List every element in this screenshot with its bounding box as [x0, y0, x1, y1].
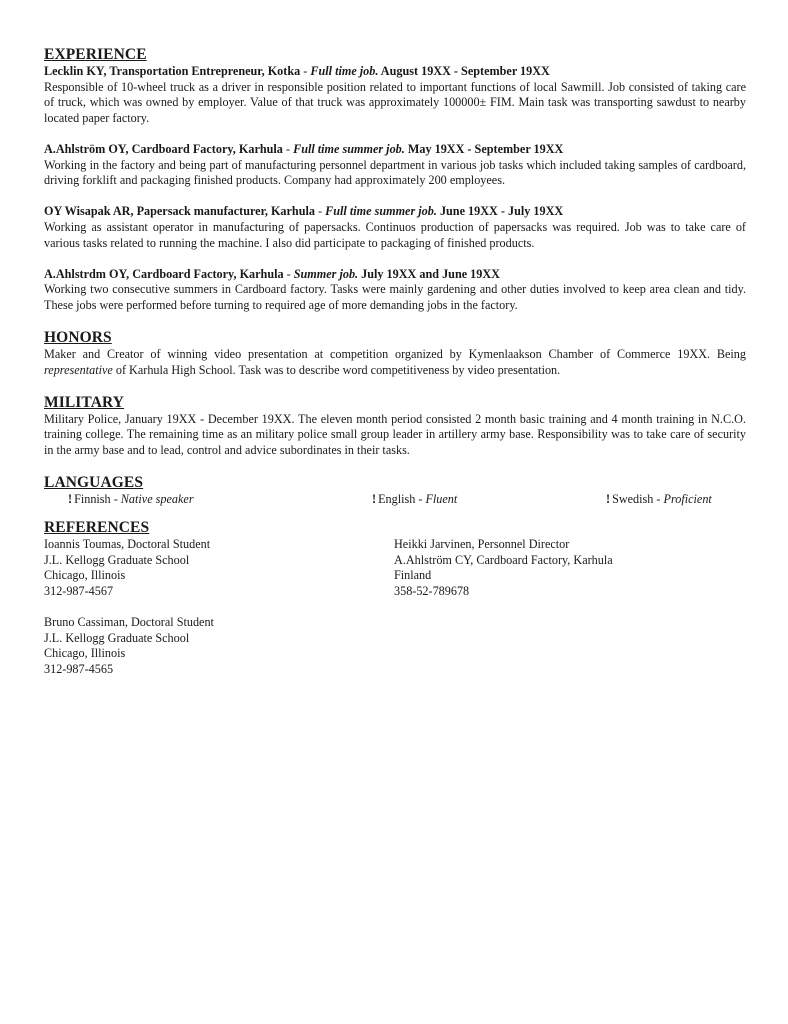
job-dates: May 19XX - September 19XX	[407, 141, 564, 156]
job-entry: OY Wisapak AR, Papersack manufacturer, Karhula - Full time summer job. June 19XX - July 19XX Working as assistant operator in manufacturing of papersacks. Continuos production of papersacks was required. Job was to take care of various tasks related to running the machine. I also did participate to packaging of finished products.	[44, 204, 746, 250]
reference-name: Ioannis Toumas, Doctoral Student	[44, 537, 211, 552]
reference-phone: 312-987-4567	[44, 584, 114, 599]
job-description: Working two consecutive summers in Cardboard factory. Tasks were mainly gardening and other duties involved to keep area clean and tidy. These jobs were performed before turning to required age of more demanding jobs in the factory.	[44, 282, 746, 312]
reference-entry	[44, 615, 214, 677]
reference-name: Heikki Jarvinen, Personnel Director	[394, 537, 570, 552]
job-entry: A.Ahlstrdm OY, Cardboard Factory, Karhula - Summer job. July 19XX and June 19XX Working two consecutive summers in Cardboard factory. Tasks were mainly gardening and other duties involved to keep area clean and tidy. These jobs were performed before turning to required age of more demanding jobs in the factory.	[44, 266, 746, 312]
honors-text: Maker and Creator of winning video presentation at competition organized by Kymenlaakson Chamber of Commerce 19XX. Being representative of Karhula High School. Task was to describe word competitiveness by video presentation.	[44, 347, 746, 377]
reference-place: Chicago, Illinois	[44, 568, 126, 583]
bullet-icon: !	[372, 492, 377, 507]
experience-section	[44, 46, 746, 314]
language-item: ! Finnish - Native speaker	[68, 492, 194, 507]
military-heading: MILITARY	[44, 393, 125, 411]
reference-org: A.Ahlström CY, Cardboard Factory, Karhula	[394, 552, 613, 567]
reference-place: Finland	[394, 568, 432, 583]
reference-entry	[44, 537, 210, 599]
references-list	[44, 537, 746, 697]
bullet-icon: !	[68, 492, 73, 507]
reference-org: J.L. Kellogg Graduate School	[44, 552, 190, 567]
job-dates: July 19XX and June 19XX	[361, 266, 500, 281]
language-item: ! English - Fluent	[372, 492, 458, 507]
honors-section	[44, 329, 746, 378]
job-description: Working in the factory and being part of manufacturing personnel department in various job tasks which included taking samples of cardboard, driving forklift and packaging finished products. Company had approximately 200 employees.	[44, 157, 746, 188]
resume-page	[44, 46, 746, 697]
job-org: A.Ahlstrdm OY, Cardboard Factory, Karhula	[44, 266, 284, 281]
reference-org: J.L. Kellogg Graduate School	[44, 630, 190, 645]
job-type: Full time summer job.	[325, 204, 437, 219]
job-description: Working as assistant operator in manufacturing of papersacks. Continuos production of papersacks was required. Job was to take care of various tasks related to running the machine. I also did participate to packaging of finished products.	[44, 219, 746, 250]
job-dates: June 19XX - July 19XX	[439, 204, 564, 219]
honors-heading: HONORS	[44, 329, 112, 347]
job-type: Full time summer job.	[293, 141, 405, 156]
job-org: OY Wisapak AR, Papersack manufacturer, Karhula	[44, 204, 315, 219]
job-org: A.Ahlström OY, Cardboard Factory, Karhula	[44, 141, 283, 156]
job-description: Responsible of 10-wheel truck as a driver in responsible position related to important functions of local Sawmill. Job consisted of taking care of truck, which was owned by employer. Value of that truck was approximately 100000± FIM. Main task was transporting sawdust to nearby located paper factory.	[44, 79, 746, 125]
military-text: Military Police, January 19XX - December 19XX. The eleven month period consisted 2 month basic training and 4 month training in N.C.O. training college. The remaining time as an military police small group leader in artillery army base. Responsibility was to take care of security in the army base and to lead, control and advice subordinates in their tasks.	[44, 411, 746, 458]
job-entry: A.Ahlström OY, Cardboard Factory, Karhula - Full time summer job. May 19XX - September 19XX Working in the factory and being part of manufacturing personnel department in various job tasks which included taking samples of cardboard, driving forklift and packaging finished products. Company had approximately 200 employees.	[44, 141, 746, 188]
languages-section	[44, 474, 746, 509]
job-entry: Lecklin KY, Transportation Entrepreneur, Kotka - Full time job. August 19XX - September 19XX Responsible of 10-wheel truck as a driver in responsible position related to important functions of local Sawmill. Job consisted of taking care of truck, which was owned by employer. Value of that truck was approximately 100000± FIM. Main task was transporting sawdust to nearby located paper factory.	[44, 64, 746, 125]
job-dates: August 19XX - September 19XX	[380, 64, 550, 78]
military-section	[44, 394, 746, 459]
job-org: Lecklin KY, Transportation Entrepreneur, Kotka	[44, 64, 301, 78]
languages-list	[44, 492, 746, 509]
references-heading: REFERENCES	[44, 519, 150, 537]
job-type: Summer job.	[293, 266, 359, 281]
job-type: Full time job.	[310, 64, 379, 78]
reference-phone: 312-987-4565	[44, 662, 114, 677]
references-section	[44, 519, 746, 697]
reference-entry	[394, 537, 613, 599]
reference-place: Chicago, Illinois	[44, 646, 126, 661]
experience-heading: EXPERIENCE	[44, 46, 147, 63]
reference-name: Bruno Cassiman, Doctoral Student	[44, 615, 214, 630]
languages-heading: LANGUAGES	[44, 474, 144, 492]
language-item: ! Swedish - Proficient	[606, 492, 712, 507]
bullet-icon: !	[606, 492, 611, 507]
reference-phone: 358-52-789678	[394, 584, 470, 599]
